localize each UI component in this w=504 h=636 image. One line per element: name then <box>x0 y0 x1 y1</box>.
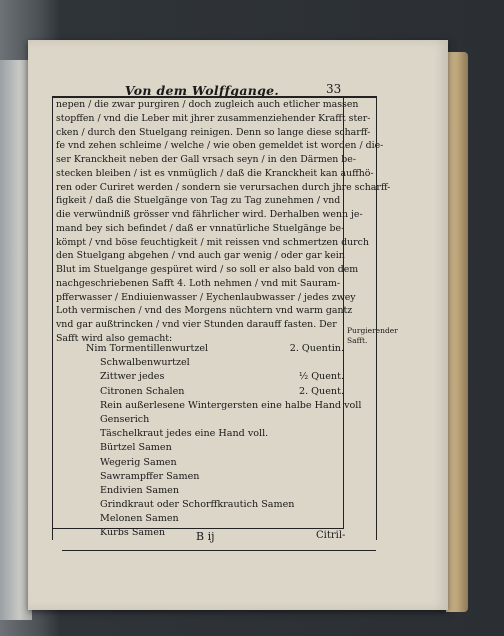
recipe-item <box>56 470 346 484</box>
recipe-item <box>56 498 346 512</box>
text-line: mand bey sich befindet / daß er vnnatürliche Stuelgänge be- <box>56 222 345 234</box>
ingredient-name: Genserich <box>100 413 150 425</box>
ingredient-name: Citronen Schalen <box>100 385 185 397</box>
text-line: Safft wird also gemacht: <box>56 332 173 344</box>
left-rule <box>52 96 53 540</box>
ingredient-name: Endivien Samen <box>100 484 180 496</box>
margin-note: Purgierender Safft. <box>347 326 398 345</box>
text-line: stopffen / vnd die Leber mit jhrer zusammenziehender Krafft ster- <box>56 112 371 124</box>
ingredient-name: Sawrampffer Samen <box>100 470 200 482</box>
right-rule <box>376 96 377 540</box>
recipe-item <box>56 385 346 399</box>
recipe-item <box>56 356 346 370</box>
recipe-item <box>56 399 362 413</box>
ingredient-name: Schwalbenwurtzel <box>100 357 190 369</box>
recipe-item <box>56 342 346 356</box>
ingredient-name: Melonen Samen <box>100 513 179 525</box>
page-number: 33 <box>326 82 342 96</box>
ingredient-name: Nim Tormentillenwurtzel <box>86 343 209 354</box>
recipe-item <box>56 370 346 384</box>
text-line: den Stuelgang abgehen / vnd auch gar wenig / oder gar kein <box>56 250 345 262</box>
text-line: kömpt / vnd böse feuchtigkeit / mit reissen vnd schmertzen durch <box>56 236 369 248</box>
recipe-item <box>56 512 346 526</box>
text-line: nepen / die zwar purgiren / doch zugleich auch etlicher massen <box>56 99 359 110</box>
ingredient-name: Zittwer jedes <box>100 371 165 383</box>
recipe-list <box>56 342 362 541</box>
text-line: Blut im Stuelgange gespüret wird / so soll er also bald von dem <box>56 264 359 275</box>
ingredient-name: Wegerig Samen <box>100 456 177 468</box>
recipe-item <box>56 456 346 470</box>
text-line: ren oder Curiret werden / sondern sie verursachen durch jhre scharff- <box>56 181 391 193</box>
signature-mark: B ij <box>196 530 215 543</box>
text-line: ser Kranckheit neben der Gall vrsach seyn / in den Därmen be- <box>56 154 357 165</box>
text-line: die verwündniß grösser vnd fährlicher wird. Derhalben wenn je- <box>56 209 363 220</box>
ingredient-qty: 2. Quent. <box>298 385 344 397</box>
running-head: Von dem Wolffgange. <box>124 83 280 98</box>
text-line: fe vnd zehen schleime / welche / wie oben gemeldet ist worden / die- <box>56 140 384 152</box>
ingredient-name: Kürbs Samen <box>100 527 166 539</box>
text-line: vnd gar außtrincken / vnd vier Stunden darauff fasten. Der <box>56 319 337 330</box>
footer-rule <box>62 550 376 551</box>
ingredient-qty: 2. Quentin. <box>289 343 344 354</box>
catchword: Citril- <box>316 530 346 541</box>
text-line: stecken bleiben / ist es vnmüglich / daß die Kranckheit kan auffhö- <box>56 167 374 179</box>
ingredient-name: Bürtzel Samen <box>100 442 172 454</box>
ingredient-name: Rein außerlesene Wintergersten eine halbe Hand voll <box>100 399 362 411</box>
ingredient-name: Täschelkraut jedes eine Hand voll. <box>100 428 269 440</box>
ingredient-name: Grindkraut oder Schorffkrautich Samen <box>100 499 295 511</box>
text-line: nachgeschriebenen Safft 4. Loth nehmen / vnd mit Sauram- <box>56 277 341 289</box>
ingredient-qty: ½ Quent. <box>298 371 344 383</box>
recipe-item <box>56 427 346 441</box>
recipe-item <box>56 413 346 427</box>
recipe-item <box>56 441 346 455</box>
text-line: cken / durch den Stuelgang reinigen. Denn so lange diese scharff- <box>56 126 371 138</box>
text-line: Loth vermischen / vnd des Morgens nüchtern vnd warm gantz <box>56 305 353 317</box>
text-line: figkeit / daß die Stuelgänge von Tag zu Tag zunehmen / vnd <box>56 195 341 207</box>
page-stack-edge <box>446 52 468 612</box>
text-line: pfferwasser / Endiuienwasser / Eychenlaubwasser / jedes zwey <box>56 291 356 303</box>
recipe-item <box>56 484 346 498</box>
